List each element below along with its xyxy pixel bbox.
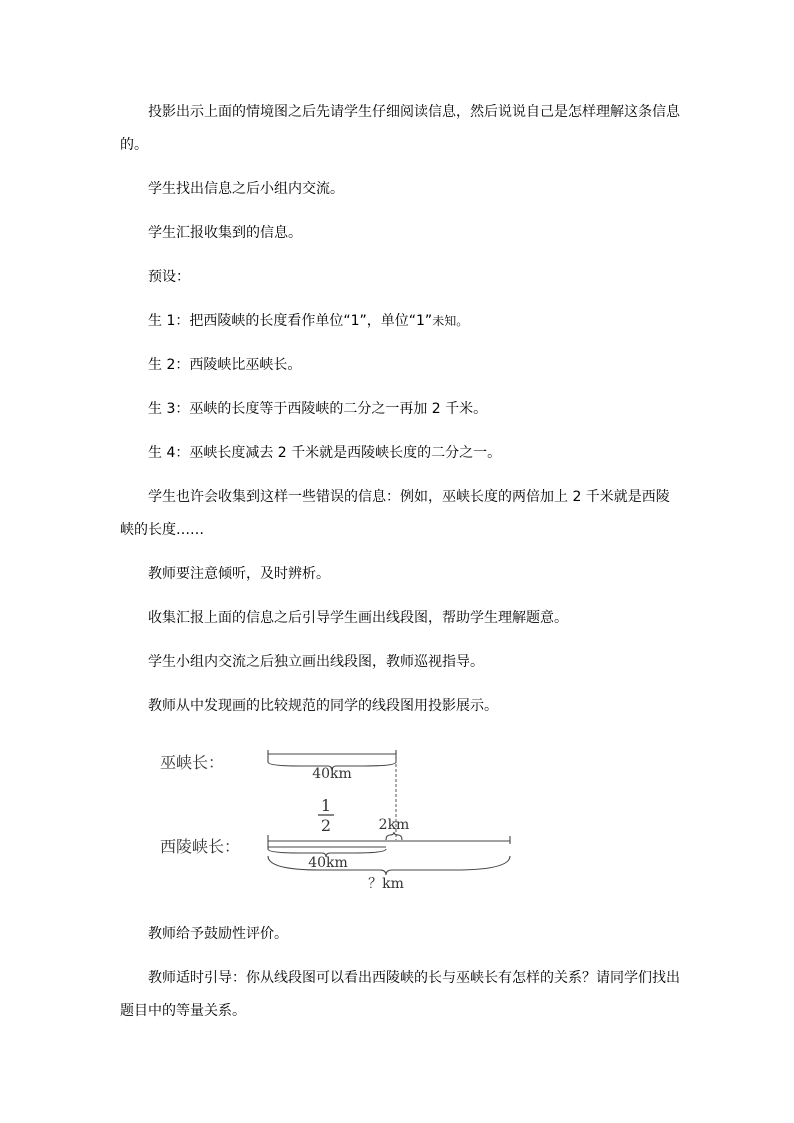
xiling-segment [268,832,510,875]
paragraph-guide-relation: 教师适时引导：你从线段图可以看出西陵峡的长与巫峡长有怎样的关系？请同学们找出题目中的等量关系。 [120,970,680,1019]
paragraph-student-2: 生 2：西陵峡比巫峡长。 [148,357,302,373]
paragraph-group-discuss: 学生找出信息之后小组内交流。 [148,181,344,197]
paragraph-report: 学生汇报收集到的信息。 [148,225,302,241]
fraction-denominator: 2 [320,816,332,835]
paragraph-student-3: 生 3：巫峡的长度等于西陵峡的二分之一再加 2 千米。 [148,401,488,417]
paragraph-preset: 预设： [148,269,190,285]
paragraph-draw-guide: 收集汇报上面的信息之后引导学生画出线段图，帮助学生理解题意。 [148,610,568,626]
paragraph-independent-draw: 学生小组内交流之后独立画出线段图，教师巡视指导。 [148,654,484,670]
paragraph-student-4: 生 4：巫峡长度减去 2 千米就是西陵峡长度的二分之一。 [148,445,502,461]
wuxia-value: 40km [312,766,352,782]
paragraph-praise: 教师给予鼓励性评价。 [148,926,288,942]
wuxia-label: 巫峡长： [160,753,225,772]
paragraph-intro: 投影出示上面的情境图之后先请学生仔细阅读信息，然后说说自己是怎样理解这条信息的。 [120,104,680,153]
line-segment-diagram [150,738,530,903]
fraction-numerator: 1 [320,796,332,815]
paragraph-student-1 [120,305,680,338]
xiling-label: 西陵峡长： [160,837,241,856]
student-1-text: 生 1：把西陵峡的长度看作单位“1”，单位“1” [148,313,433,329]
xiling-total-value: ？km [368,876,404,892]
paragraph-errors: 学生也许会收集到这样一些错误的信息：例如，巫峡长度的两倍加上 2 千米就是西陵峡的长度…… [120,489,670,538]
paragraph-listen: 教师要注意倾听，及时辨析。 [148,566,330,582]
student-1-tail: 未知。 [432,314,469,328]
xiling-half-value: 40km [308,855,348,871]
extra-value: 2km [378,817,410,833]
paragraph-projection: 教师从中发现画的比较规范的同学的线段图用投影展示。 [148,698,498,714]
